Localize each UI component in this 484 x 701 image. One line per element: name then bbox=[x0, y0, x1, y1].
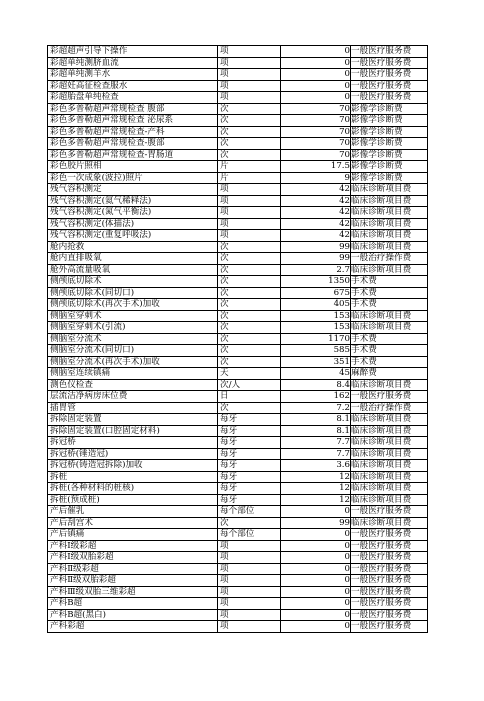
unit-cell: 天 bbox=[218, 368, 281, 380]
table-row bbox=[48, 322, 428, 334]
table-row bbox=[48, 92, 428, 104]
item-name-cell: 侧脑室分流术(同切口) bbox=[48, 345, 218, 357]
item-name-cell: 侧颅底切除术(再次手术)加收 bbox=[48, 299, 218, 311]
item-name-cell: 侧脑室分流术(再次手术)加收 bbox=[48, 356, 218, 368]
item-name-cell: 残气容积测定(氦气稀释法) bbox=[48, 195, 218, 207]
table-row bbox=[48, 368, 428, 380]
table-row bbox=[48, 149, 428, 161]
price-cell: 351 bbox=[281, 356, 351, 368]
price-cell: 1350 bbox=[281, 276, 351, 288]
table-row bbox=[48, 494, 428, 506]
table-row bbox=[48, 575, 428, 587]
unit-cell: 项 bbox=[218, 69, 281, 81]
table-row bbox=[48, 552, 428, 564]
price-cell: 3.6 bbox=[281, 460, 351, 472]
item-name-cell: 舱内抢救 bbox=[48, 241, 218, 253]
item-name-cell: 彩色多普勒超声常规检查 腹部 bbox=[48, 103, 218, 115]
unit-cell: 次 bbox=[218, 333, 281, 345]
price-cell: 7.7 bbox=[281, 437, 351, 449]
category-cell: 影像学诊断费 bbox=[351, 149, 428, 161]
category-cell: 临床诊断项目费 bbox=[351, 517, 428, 529]
category-cell: 临床诊断项目费 bbox=[351, 460, 428, 472]
unit-cell: 次 bbox=[218, 276, 281, 288]
price-cell: 17.5 bbox=[281, 161, 351, 173]
item-name-cell: 舱内直排吸氧 bbox=[48, 253, 218, 265]
unit-cell: 项 bbox=[218, 207, 281, 219]
category-cell: 临床诊断项目费 bbox=[351, 322, 428, 334]
price-cell: 99 bbox=[281, 253, 351, 265]
price-cell: 405 bbox=[281, 299, 351, 311]
category-cell: 手术费 bbox=[351, 356, 428, 368]
table-row bbox=[48, 161, 428, 173]
unit-cell: 每牙 bbox=[218, 483, 281, 495]
item-name-cell: 产后刮宫术 bbox=[48, 517, 218, 529]
price-cell: 8.4 bbox=[281, 379, 351, 391]
category-cell: 一般医疗服务费 bbox=[351, 598, 428, 610]
table-row bbox=[48, 241, 428, 253]
table-row bbox=[48, 253, 428, 265]
table-row bbox=[48, 356, 428, 368]
table-row bbox=[48, 46, 428, 58]
table-row bbox=[48, 563, 428, 575]
table-row bbox=[48, 586, 428, 598]
price-cell: 0 bbox=[281, 80, 351, 92]
item-name-cell: 产科Ⅰ级双胎彩超 bbox=[48, 552, 218, 564]
item-name-cell: 彩超胎盘单纯检查 bbox=[48, 92, 218, 104]
price-cell: 8.1 bbox=[281, 414, 351, 426]
category-cell: 一般医疗服务费 bbox=[351, 552, 428, 564]
category-cell: 影像学诊断费 bbox=[351, 172, 428, 184]
price-cell: 70 bbox=[281, 138, 351, 150]
item-name-cell: 拆桩(各种材料的桩核) bbox=[48, 483, 218, 495]
unit-cell: 次 bbox=[218, 310, 281, 322]
fee-table-body bbox=[48, 46, 428, 633]
price-cell: 70 bbox=[281, 126, 351, 138]
category-cell: 临床诊断项目费 bbox=[351, 471, 428, 483]
price-cell: 2.7 bbox=[281, 264, 351, 276]
price-cell: 12 bbox=[281, 483, 351, 495]
unit-cell: 项 bbox=[218, 575, 281, 587]
table-row bbox=[48, 138, 428, 150]
category-cell: 影像学诊断费 bbox=[351, 126, 428, 138]
unit-cell: 次 bbox=[218, 138, 281, 150]
price-cell: 0 bbox=[281, 609, 351, 621]
item-name-cell: 侧颅底切除术 bbox=[48, 276, 218, 288]
unit-cell: 每牙 bbox=[218, 471, 281, 483]
table-row bbox=[48, 425, 428, 437]
category-cell: 一般医疗服务费 bbox=[351, 563, 428, 575]
category-cell: 一般医疗服务费 bbox=[351, 69, 428, 81]
category-cell: 手术费 bbox=[351, 287, 428, 299]
table-row bbox=[48, 448, 428, 460]
item-name-cell: 彩超单纯测羊水 bbox=[48, 69, 218, 81]
price-cell: 0 bbox=[281, 92, 351, 104]
table-row bbox=[48, 414, 428, 426]
category-cell: 临床诊断项目费 bbox=[351, 448, 428, 460]
price-sheet bbox=[47, 45, 428, 633]
unit-cell: 次 bbox=[218, 345, 281, 357]
table-row bbox=[48, 402, 428, 414]
unit-cell: 项 bbox=[218, 586, 281, 598]
price-cell: 0 bbox=[281, 69, 351, 81]
price-cell: 99 bbox=[281, 241, 351, 253]
item-name-cell: 测色仪检查 bbox=[48, 379, 218, 391]
price-cell: 70 bbox=[281, 103, 351, 115]
table-row bbox=[48, 184, 428, 196]
item-name-cell: 插胃管 bbox=[48, 402, 218, 414]
item-name-cell: 彩色多普勒超声常规检查-腹部 bbox=[48, 138, 218, 150]
price-cell: 0 bbox=[281, 506, 351, 518]
table-row bbox=[48, 126, 428, 138]
price-cell: 70 bbox=[281, 149, 351, 161]
price-cell: 8.1 bbox=[281, 425, 351, 437]
price-cell: 0 bbox=[281, 621, 351, 633]
table-row bbox=[48, 195, 428, 207]
unit-cell: 项 bbox=[218, 230, 281, 242]
price-cell: 0 bbox=[281, 46, 351, 58]
category-cell: 临床诊断项目费 bbox=[351, 207, 428, 219]
table-row bbox=[48, 598, 428, 610]
unit-cell: 次 bbox=[218, 126, 281, 138]
price-cell: 675 bbox=[281, 287, 351, 299]
unit-cell: 片 bbox=[218, 172, 281, 184]
item-name-cell: 拆除固定装置 bbox=[48, 414, 218, 426]
item-name-cell: 产后镇痛 bbox=[48, 529, 218, 541]
category-cell: 一般医疗服务费 bbox=[351, 575, 428, 587]
category-cell: 麻醉费 bbox=[351, 368, 428, 380]
unit-cell: 项 bbox=[218, 195, 281, 207]
item-name-cell: 产科B超 bbox=[48, 598, 218, 610]
category-cell: 临床诊断项目费 bbox=[351, 184, 428, 196]
price-cell: 0 bbox=[281, 586, 351, 598]
category-cell: 一般治疗操作费 bbox=[351, 253, 428, 265]
unit-cell: 每个部位 bbox=[218, 506, 281, 518]
table-row bbox=[48, 529, 428, 541]
category-cell: 一般医疗服务费 bbox=[351, 46, 428, 58]
category-cell: 临床诊断项目费 bbox=[351, 230, 428, 242]
price-cell: 45 bbox=[281, 368, 351, 380]
table-row bbox=[48, 609, 428, 621]
unit-cell: 次 bbox=[218, 517, 281, 529]
table-row bbox=[48, 172, 428, 184]
unit-cell: 次 bbox=[218, 253, 281, 265]
category-cell: 临床诊断项目费 bbox=[351, 241, 428, 253]
price-cell: 42 bbox=[281, 230, 351, 242]
item-name-cell: 彩色多普勒超声常规检查 泌尿系 bbox=[48, 115, 218, 127]
item-name-cell: 拆桩(预成桩) bbox=[48, 494, 218, 506]
price-cell: 0 bbox=[281, 563, 351, 575]
unit-cell: 片 bbox=[218, 161, 281, 173]
unit-cell: 项 bbox=[218, 540, 281, 552]
table-row bbox=[48, 540, 428, 552]
price-cell: 7.2 bbox=[281, 402, 351, 414]
price-cell: 153 bbox=[281, 310, 351, 322]
unit-cell: 项 bbox=[218, 57, 281, 69]
unit-cell: 次 bbox=[218, 264, 281, 276]
item-name-cell: 侧脑室穿刺术(引流) bbox=[48, 322, 218, 334]
table-row bbox=[48, 333, 428, 345]
price-cell: 42 bbox=[281, 207, 351, 219]
category-cell: 临床诊断项目费 bbox=[351, 264, 428, 276]
price-cell: 0 bbox=[281, 575, 351, 587]
item-name-cell: 拆除固定装置(口腔固定材料) bbox=[48, 425, 218, 437]
category-cell: 一般医疗服务费 bbox=[351, 391, 428, 403]
table-row bbox=[48, 103, 428, 115]
item-name-cell: 产后催乳 bbox=[48, 506, 218, 518]
category-cell: 影像学诊断费 bbox=[351, 115, 428, 127]
unit-cell: 每牙 bbox=[218, 494, 281, 506]
table-row bbox=[48, 80, 428, 92]
price-cell: 70 bbox=[281, 115, 351, 127]
category-cell: 一般医疗服务费 bbox=[351, 540, 428, 552]
unit-cell: 项 bbox=[218, 552, 281, 564]
unit-cell: 项 bbox=[218, 46, 281, 58]
price-cell: 7.7 bbox=[281, 448, 351, 460]
table-row bbox=[48, 69, 428, 81]
item-name-cell: 拆冠桥(铸造冠拆除)加收 bbox=[48, 460, 218, 472]
price-cell: 0 bbox=[281, 598, 351, 610]
unit-cell: 次 bbox=[218, 115, 281, 127]
item-name-cell: 拆冠桥 bbox=[48, 437, 218, 449]
table-row bbox=[48, 391, 428, 403]
table-row bbox=[48, 264, 428, 276]
item-name-cell: 拆冠桥(锤造冠) bbox=[48, 448, 218, 460]
unit-cell: 项 bbox=[218, 92, 281, 104]
item-name-cell: 残气容积测定 bbox=[48, 184, 218, 196]
table-row bbox=[48, 57, 428, 69]
item-name-cell: 彩色多普勒超声常规检查-产科 bbox=[48, 126, 218, 138]
price-cell: 12 bbox=[281, 471, 351, 483]
item-name-cell: 拆桩 bbox=[48, 471, 218, 483]
item-name-cell: 彩色胶片照相 bbox=[48, 161, 218, 173]
table-row bbox=[48, 230, 428, 242]
item-name-cell: 舱外高流量吸氧 bbox=[48, 264, 218, 276]
category-cell: 一般医疗服务费 bbox=[351, 609, 428, 621]
price-cell: 153 bbox=[281, 322, 351, 334]
category-cell: 影像学诊断费 bbox=[351, 103, 428, 115]
item-name-cell: 彩超妊高征检查服水 bbox=[48, 80, 218, 92]
item-name-cell: 产科Ⅱ级双胎彩超 bbox=[48, 575, 218, 587]
price-cell: 42 bbox=[281, 218, 351, 230]
item-name-cell: 残气容积测定(重复呼吸法) bbox=[48, 230, 218, 242]
price-cell: 1170 bbox=[281, 333, 351, 345]
item-name-cell: 彩超超声引导下操作 bbox=[48, 46, 218, 58]
fee-table bbox=[47, 45, 428, 633]
category-cell: 临床诊断项目费 bbox=[351, 414, 428, 426]
item-name-cell: 产科Ⅰ级彩超 bbox=[48, 540, 218, 552]
item-name-cell: 残气容积测定(体描法) bbox=[48, 218, 218, 230]
price-cell: 99 bbox=[281, 517, 351, 529]
category-cell: 一般医疗服务费 bbox=[351, 80, 428, 92]
table-row bbox=[48, 218, 428, 230]
unit-cell: 次 bbox=[218, 103, 281, 115]
category-cell: 临床诊断项目费 bbox=[351, 483, 428, 495]
unit-cell: 每牙 bbox=[218, 437, 281, 449]
unit-cell: 次 bbox=[218, 149, 281, 161]
item-name-cell: 侧脑室分流术 bbox=[48, 333, 218, 345]
unit-cell: 项 bbox=[218, 621, 281, 633]
category-cell: 临床诊断项目费 bbox=[351, 425, 428, 437]
unit-cell: 每牙 bbox=[218, 460, 281, 472]
table-row bbox=[48, 483, 428, 495]
unit-cell: 次 bbox=[218, 356, 281, 368]
price-cell: 12 bbox=[281, 494, 351, 506]
category-cell: 手术费 bbox=[351, 345, 428, 357]
category-cell: 影像学诊断费 bbox=[351, 161, 428, 173]
item-name-cell: 产科彩超 bbox=[48, 621, 218, 633]
category-cell: 手术费 bbox=[351, 299, 428, 311]
category-cell: 临床诊断项目费 bbox=[351, 195, 428, 207]
item-name-cell: 彩超单纯测脐血流 bbox=[48, 57, 218, 69]
category-cell: 临床诊断项目费 bbox=[351, 310, 428, 322]
category-cell: 临床诊断项目费 bbox=[351, 494, 428, 506]
item-name-cell: 侧颅底切除术(同切口) bbox=[48, 287, 218, 299]
unit-cell: 次 bbox=[218, 402, 281, 414]
unit-cell: 次 bbox=[218, 299, 281, 311]
table-row bbox=[48, 517, 428, 529]
unit-cell: 次 bbox=[218, 241, 281, 253]
category-cell: 一般医疗服务费 bbox=[351, 529, 428, 541]
price-cell: 9 bbox=[281, 172, 351, 184]
table-row bbox=[48, 379, 428, 391]
category-cell: 临床诊断项目费 bbox=[351, 437, 428, 449]
item-name-cell: 层流洁净病房床位费 bbox=[48, 391, 218, 403]
unit-cell: 项 bbox=[218, 218, 281, 230]
unit-cell: 每牙 bbox=[218, 414, 281, 426]
price-cell: 585 bbox=[281, 345, 351, 357]
category-cell: 一般医疗服务费 bbox=[351, 57, 428, 69]
category-cell: 一般医疗服务费 bbox=[351, 586, 428, 598]
unit-cell: 项 bbox=[218, 609, 281, 621]
category-cell: 临床诊断项目费 bbox=[351, 379, 428, 391]
table-row bbox=[48, 437, 428, 449]
category-cell: 影像学诊断费 bbox=[351, 138, 428, 150]
price-cell: 0 bbox=[281, 57, 351, 69]
price-cell: 162 bbox=[281, 391, 351, 403]
table-row bbox=[48, 310, 428, 322]
price-cell: 42 bbox=[281, 195, 351, 207]
item-name-cell: 产科Ⅱ级彩超 bbox=[48, 563, 218, 575]
price-cell: 0 bbox=[281, 552, 351, 564]
category-cell: 一般医疗服务费 bbox=[351, 92, 428, 104]
category-cell: 手术费 bbox=[351, 276, 428, 288]
category-cell: 一般治疗操作费 bbox=[351, 402, 428, 414]
unit-cell: 每个部位 bbox=[218, 529, 281, 541]
price-cell: 0 bbox=[281, 529, 351, 541]
unit-cell: 项 bbox=[218, 80, 281, 92]
table-row bbox=[48, 345, 428, 357]
item-name-cell: 彩色多普勒超声常规检查-胃肠道 bbox=[48, 149, 218, 161]
category-cell: 手术费 bbox=[351, 333, 428, 345]
category-cell: 一般医疗服务费 bbox=[351, 621, 428, 633]
table-row bbox=[48, 287, 428, 299]
table-row bbox=[48, 299, 428, 311]
unit-cell: 项 bbox=[218, 184, 281, 196]
table-row bbox=[48, 621, 428, 633]
unit-cell: 每牙 bbox=[218, 448, 281, 460]
item-name-cell: 残气容积测定(氮气平衡法) bbox=[48, 207, 218, 219]
category-cell: 一般医疗服务费 bbox=[351, 506, 428, 518]
unit-cell: 次 bbox=[218, 287, 281, 299]
unit-cell: 日 bbox=[218, 391, 281, 403]
unit-cell: 项 bbox=[218, 563, 281, 575]
unit-cell: 次/人 bbox=[218, 379, 281, 391]
item-name-cell: 侧脑室连续镇痛 bbox=[48, 368, 218, 380]
category-cell: 临床诊断项目费 bbox=[351, 218, 428, 230]
item-name-cell: 彩色一次成象(波拉)照片 bbox=[48, 172, 218, 184]
table-row bbox=[48, 471, 428, 483]
item-name-cell: 产科B超(黑白) bbox=[48, 609, 218, 621]
table-row bbox=[48, 460, 428, 472]
table-row bbox=[48, 115, 428, 127]
table-row bbox=[48, 207, 428, 219]
price-cell: 42 bbox=[281, 184, 351, 196]
table-row bbox=[48, 506, 428, 518]
unit-cell: 项 bbox=[218, 598, 281, 610]
item-name-cell: 侧脑室穿刺术 bbox=[48, 310, 218, 322]
table-row bbox=[48, 276, 428, 288]
item-name-cell: 产科Ⅲ级双胎三维彩超 bbox=[48, 586, 218, 598]
unit-cell: 每牙 bbox=[218, 425, 281, 437]
unit-cell: 次 bbox=[218, 322, 281, 334]
price-cell: 0 bbox=[281, 540, 351, 552]
